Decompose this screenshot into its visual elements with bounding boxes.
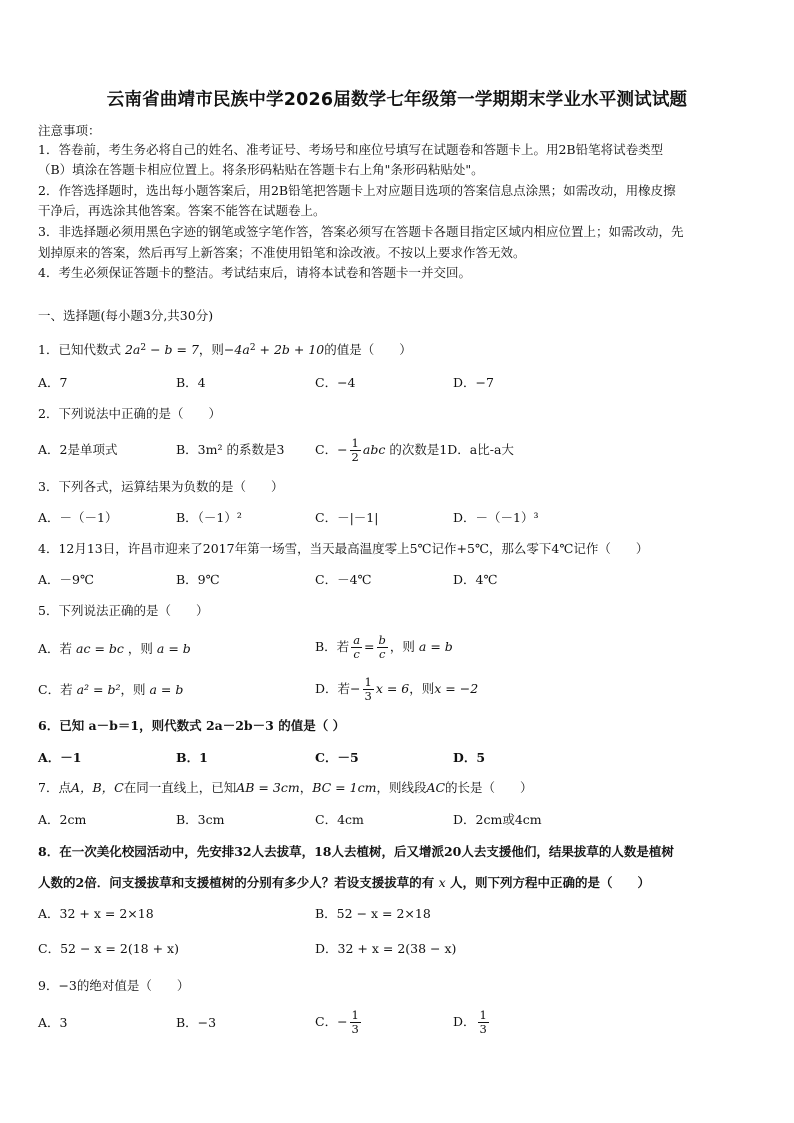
q5-d-fraction — [363, 676, 374, 703]
q7-option-c: C．4cm — [315, 812, 364, 827]
q5-d-den: 3 — [364, 689, 372, 703]
q5-b-den2: c — [378, 647, 386, 661]
notice-line: 干净后，再选涂其他答案。答案不能答在试题卷上。 — [38, 203, 326, 218]
q3-option-c: C．－|－1| — [315, 510, 379, 525]
q9-option-b: B．−3 — [176, 1015, 217, 1030]
q5-b-pre: B．若 — [315, 639, 350, 654]
q5-a-res: a = b — [156, 641, 191, 656]
q9-c-den: 3 — [351, 1022, 359, 1036]
q1-expr2: −4a — [223, 342, 250, 357]
q2-c-post: 的次数是1D．a比-a大 — [389, 442, 514, 457]
q8-line2-pre: 人数的2倍．问支援拔草和支援植树的分别有多少人？若设支援拔草的有 — [38, 875, 435, 890]
q2-c-var: abc — [362, 442, 386, 457]
q7-option-d: D．2cm或4cm — [453, 812, 542, 827]
q5-option-a — [38, 641, 191, 657]
q5-c-expr: a² = b² — [76, 682, 121, 697]
q5-b-mid: ，则 — [389, 639, 415, 654]
page-title: 云南省曲靖市民族中学2026届数学七年级第一学期期末学业水平测试试题 — [106, 90, 688, 110]
q5-d-num: 1 — [364, 675, 372, 689]
q6-option-a: A．－1 — [38, 750, 82, 765]
q8-option-b: B．52 − x = 2×18 — [315, 906, 431, 921]
q7-points: A，B，C — [70, 780, 124, 795]
q4-option-d: D．4℃ — [453, 572, 498, 587]
q7-ab: AB = 3cm — [236, 780, 300, 795]
q7-post: 的长是（ ） — [445, 780, 533, 795]
q5-b-den1: c — [353, 647, 360, 661]
q7-bc: BC = 1cm — [312, 780, 377, 795]
q5-d-pre: D．若− — [315, 681, 361, 696]
q6-option-c: C．－5 — [315, 750, 359, 765]
q5-c-pre: C．若 — [38, 682, 73, 697]
q8-line2-post: 人，则下列方程中正确的是（ ） — [449, 875, 650, 890]
q5-b-num2: b — [378, 633, 386, 647]
question-9: 9．−3的绝对值是（ ） — [38, 978, 190, 993]
q2-c-den: 2 — [351, 450, 359, 464]
q9-d-pre: D． — [453, 1014, 476, 1029]
q9-option-d — [453, 1005, 491, 1039]
q5-c-res: a = b — [149, 682, 184, 697]
question-4: 4．12月13日，许昌市迎来了2017年第一场雪，当天最高温度零上5℃记作+5℃，那么零下4℃记作（ ） — [38, 541, 649, 556]
q9-d-num: 1 — [479, 1008, 487, 1022]
q9-c-fraction — [350, 1009, 361, 1036]
q2-option-c — [315, 433, 514, 467]
q5-b-frac1 — [351, 634, 362, 661]
question-5: 5．下列说法正确的是（ ） — [38, 603, 209, 618]
notice-line: （B）填涂在答题卡相应位置上。将条形码粘贴在答题卡右上角"条形码粘贴处"。 — [38, 162, 484, 177]
q1-expr2b: + 2b + 10 — [259, 342, 325, 357]
q7-option-b: B．3cm — [176, 812, 225, 827]
q9-d-den: 3 — [479, 1022, 487, 1036]
q2-option-b: B．3m² 的系数是3 — [176, 442, 285, 457]
question-1 — [38, 340, 412, 358]
q5-c-mid: ，则 — [120, 682, 146, 697]
q2-c-pre: C．− — [315, 442, 348, 457]
q9-option-c — [315, 1005, 363, 1039]
q3-option-b: B．（－1）² — [176, 510, 242, 525]
q5-option-d — [315, 672, 478, 706]
q1-sq2: 2 — [249, 343, 256, 353]
notice-line: 划掉原来的答案，然后再写上新答案；不准使用铅笔和涂改液。不按以上要求作答无效。 — [38, 245, 526, 260]
q3-option-a: A．－（－1） — [38, 510, 118, 525]
notice-heading: 注意事项： — [38, 123, 101, 138]
q9-c-pre: C．− — [315, 1014, 348, 1029]
q4-option-a: A．－9℃ — [38, 572, 94, 587]
q1-sq1: 2 — [140, 343, 147, 353]
question-2: 2．下列说法中正确的是（ ） — [38, 406, 221, 421]
q3-option-d: D．－（－1）³ — [453, 510, 539, 525]
q4-option-c: C．－4℃ — [315, 572, 372, 587]
notice-line: 4．考生必须保证答题卡的整洁。考试结束后，请将本试卷和答题卡一并交回。 — [38, 265, 471, 280]
q1-option-c: C．−4 — [315, 375, 356, 390]
q1-expr1: 2a — [124, 342, 141, 357]
notice-line: 3．非选择题必须用黑色字迹的钢笔或签字笔作答，答案必须写在答题卡各题目指定区域内相应位置上；如需改动，先 — [38, 224, 684, 239]
q7-sep: ， — [299, 780, 313, 795]
q1-mid: ，则 — [198, 342, 224, 357]
q6-option-d: D．5 — [453, 750, 486, 765]
q9-d-fraction — [478, 1009, 489, 1036]
q1-option-d: D．−7 — [453, 375, 494, 390]
question-8-line-2 — [38, 875, 650, 891]
q2-c-fraction — [350, 437, 361, 464]
q2-option-a: A．2是单项式 — [38, 442, 118, 457]
question-3: 3．下列各式，运算结果为负数的是（ ） — [38, 479, 284, 494]
q9-c-num: 1 — [351, 1008, 359, 1022]
question-6: 6．已知 a－b＝1，则代数式 2a－2b－3 的值是（ ） — [38, 718, 346, 733]
q5-b-eq: = — [364, 639, 375, 654]
q5-b-num1: a — [353, 633, 361, 647]
q1-option-a: A．7 — [38, 375, 68, 390]
q7-mid1: 在同一直线上，已知 — [123, 780, 237, 795]
question-8-line-1: 8．在一次美化校园活动中，先安排32人去拔草，18人去植树，后又增派20人去支援他们，结果拔草的人数是植树 — [38, 844, 674, 859]
q6-option-b: B．1 — [176, 750, 208, 765]
q9-option-a: A．3 — [38, 1015, 68, 1030]
q1-expr1b: − b = 7 — [150, 342, 199, 357]
q7-mid2: ，则线段 — [376, 780, 427, 795]
q5-option-c — [38, 682, 183, 698]
q5-d-res: x = −2 — [434, 681, 479, 696]
q7-option-a: A．2cm — [38, 812, 87, 827]
q1-post: 的值是（ ） — [324, 342, 412, 357]
q5-b-res: a = b — [418, 639, 453, 654]
notice-line: 1．答卷前，考生务必将自己的姓名、准考证号、考场号和座位号填写在试题卷和答题卡上。用2B铅笔将试卷类型 — [38, 142, 664, 157]
q7-ac: AC — [426, 780, 446, 795]
q1-option-b: B．4 — [176, 375, 206, 390]
q2-c-num: 1 — [351, 436, 359, 450]
q7-pre: 7．点 — [38, 780, 71, 795]
q5-d-mid: ，则 — [409, 681, 435, 696]
notice-line: 2．作答选择题时，选出每小题答案后，用2B铅笔把答题卡上对应题目选项的答案信息点涂黑；如需改动，用橡皮擦 — [38, 183, 676, 198]
q8-option-c: C．52 − x = 2(18 + x) — [38, 941, 179, 956]
q5-a-mid: ，则 — [127, 641, 153, 656]
q5-b-frac2 — [377, 634, 388, 661]
q1-pre: 1．已知代数式 — [38, 342, 121, 357]
q8-option-a: A．32 + x = 2×18 — [38, 906, 154, 921]
q4-option-b: B．9℃ — [176, 572, 220, 587]
q5-a-pre: A．若 — [38, 641, 73, 656]
q5-a-expr: ac = bc — [76, 641, 124, 656]
q8-option-d: D．32 + x = 2(38 − x) — [315, 941, 457, 956]
q5-d-expr: x = 6 — [375, 681, 410, 696]
section-heading: 一、选择题(每小题3分,共30分) — [38, 308, 214, 323]
question-7 — [38, 780, 533, 796]
q5-option-b — [315, 630, 453, 664]
q8-line2-var: x — [438, 875, 446, 890]
